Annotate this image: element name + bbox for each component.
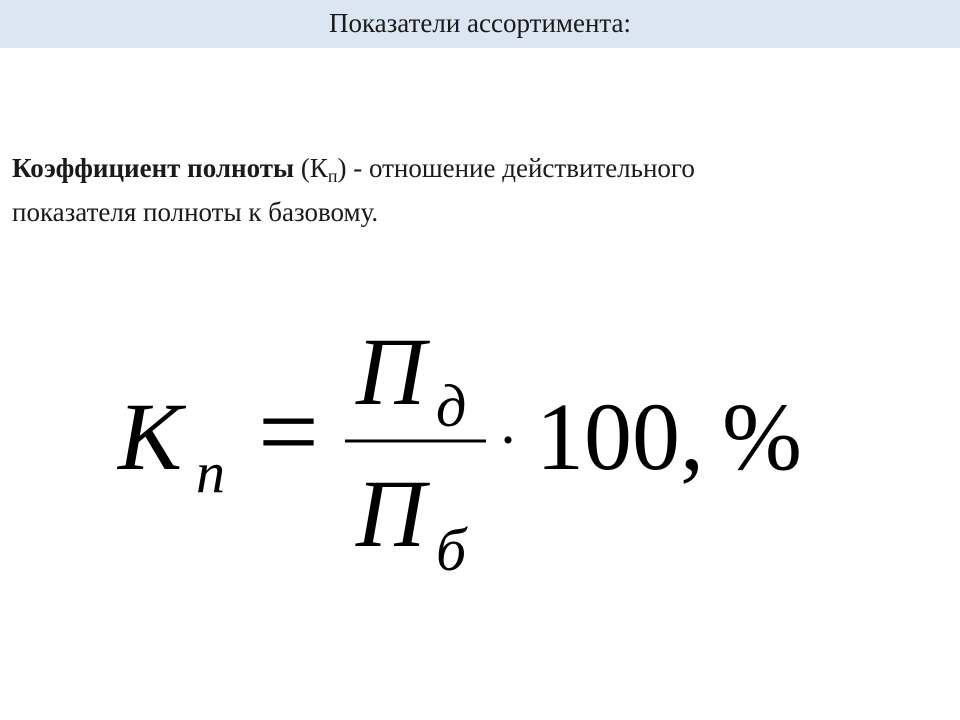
formula-dot: · — [498, 407, 518, 473]
definition-line2: показателя полноты к базовому. — [12, 197, 379, 227]
term-label: Коэффициент полноты — [12, 153, 295, 183]
formula-multiplier: 100, — [536, 383, 704, 490]
definition-text — [12, 146, 912, 234]
symbol-open: (К — [300, 153, 328, 183]
page-title: Показатели ассортимента: — [328, 7, 632, 38]
formula-numerator-subscript: д — [436, 373, 467, 439]
formula-unit: % — [722, 383, 802, 490]
formula-lhs-subscript: n — [196, 440, 225, 505]
formula-denominator-letter: П — [356, 460, 426, 567]
formula — [0, 300, 960, 600]
symbol-subscript: п — [327, 166, 338, 186]
symbol-close: ) — [337, 153, 347, 183]
definition-rest: - отношение действительного — [346, 153, 695, 183]
formula-svg — [0, 300, 960, 600]
title-bar — [0, 0, 960, 48]
formula-equals: = — [258, 373, 319, 492]
formula-lhs-letter: K — [118, 383, 183, 490]
formula-denominator-subscript: б — [436, 517, 467, 583]
formula-numerator-letter: П — [356, 318, 426, 425]
